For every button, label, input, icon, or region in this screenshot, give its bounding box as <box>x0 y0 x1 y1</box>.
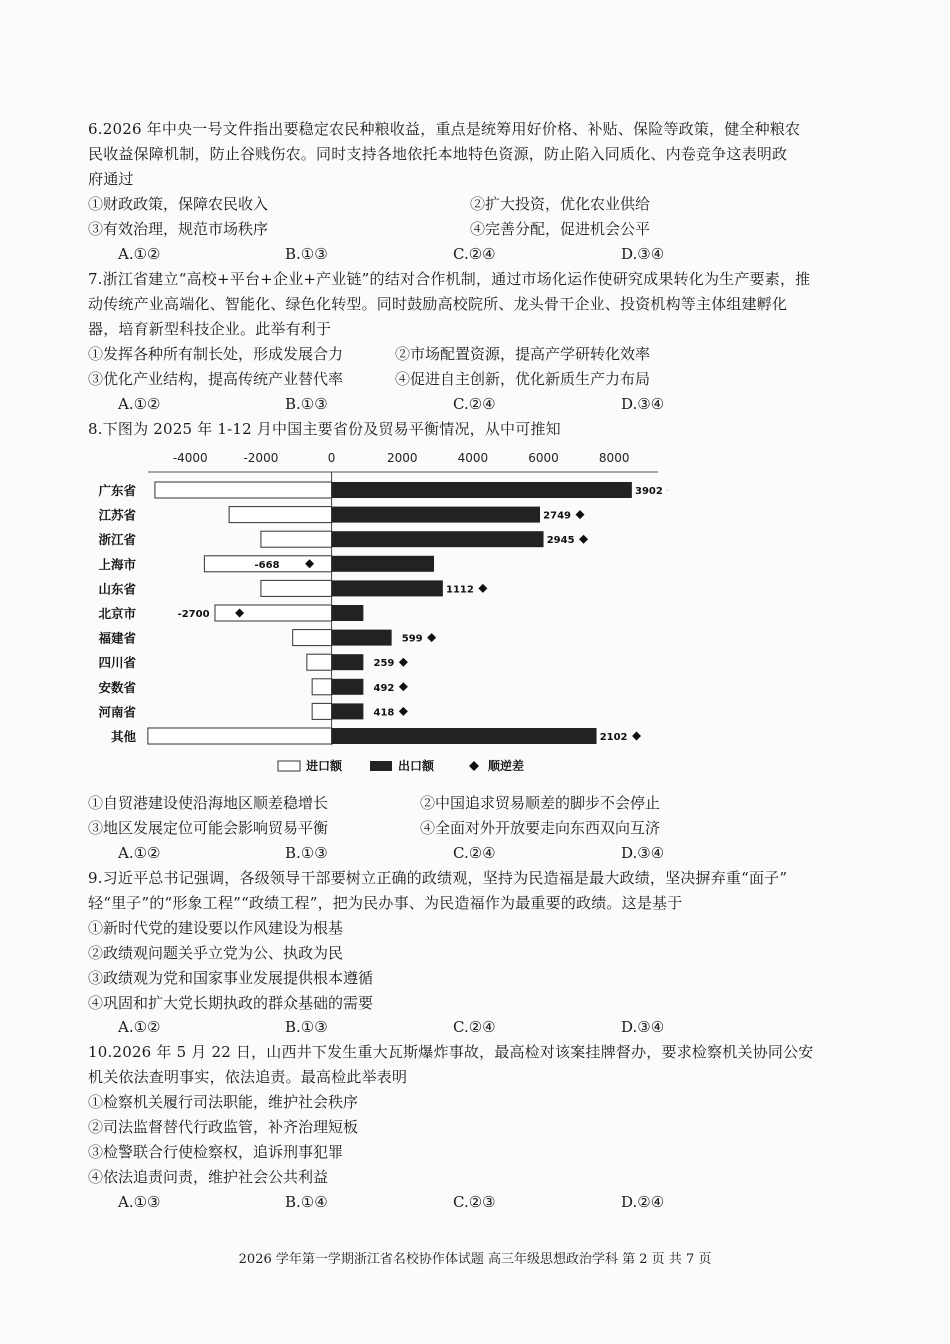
q9-answer-a: A.①② <box>118 1018 161 1036</box>
q7-option-3: ③优化产业结构，提高传统产业替代率 <box>88 370 344 388</box>
q10-stem-line-2: 机关依法查明事实，依法追责。最高检此举表明 <box>88 1068 408 1086</box>
q6-option-3: ③有效治理，规范市场秩序 <box>88 220 269 238</box>
diff-label: 492 <box>373 682 395 694</box>
q10-answer-c: C.②③ <box>453 1193 496 1211</box>
diff-label: -668 <box>254 559 280 571</box>
q8-answer-a: A.①② <box>118 844 161 862</box>
q7-answer-a: A.①② <box>118 395 161 413</box>
category-label: 浙江省 <box>98 532 136 548</box>
q6-answer-b: B.①③ <box>285 245 328 263</box>
x-tick-label: 0 <box>327 451 336 465</box>
category-label: 山东省 <box>98 581 136 597</box>
category-label: 福建省 <box>98 630 136 646</box>
category-label: 上海市 <box>98 556 136 572</box>
q6-answer-d: D.③④ <box>621 245 665 263</box>
diff-marker <box>632 732 641 741</box>
q9-answer-c: C.②④ <box>453 1018 496 1036</box>
import-bar <box>155 482 332 498</box>
q8-option-4: ④全面对外开放要走向东西双向互济 <box>420 819 661 837</box>
export-bar <box>332 703 364 719</box>
import-bar <box>307 654 332 670</box>
x-tick-label: 4000 <box>457 451 489 465</box>
q9-option-4: ④巩固和扩大党长期执政的群众基础的需要 <box>88 994 374 1012</box>
q9-stem-line-1: 9.习近平总书记强调，各级领导干部要树立正确的政绩观，坚持为民造福是最大政绩，坚决摒弃重“面子” <box>88 869 788 887</box>
q10-option-2: ②司法监督替代行政监管，补齐治理短板 <box>88 1118 359 1136</box>
export-bar <box>332 728 597 744</box>
q7-option-4: ④促进自主创新，优化新质生产力布局 <box>395 370 651 388</box>
category-label: 河南省 <box>98 704 136 720</box>
q8-option-1: ①自贸港建设使沿海地区顺差稳增长 <box>88 794 329 812</box>
q10-answer-a: A.①③ <box>118 1193 161 1211</box>
legend-import-label: 进口额 <box>306 759 343 773</box>
diff-marker <box>399 707 408 716</box>
legend-import-swatch <box>278 761 300 771</box>
category-label: 北京市 <box>98 606 136 621</box>
x-tick-label: 2000 <box>386 451 418 465</box>
q9-option-1: ①新时代党的建设要以作风建设为根基 <box>88 919 344 937</box>
diff-marker <box>576 510 585 519</box>
export-bar <box>332 482 632 498</box>
q7-answer-d: D.③④ <box>621 395 665 413</box>
q7-stem-line-3: 器，培育新型科技企业。此举有利于 <box>88 320 332 338</box>
q6-option-1: ①财政政策，保障农民收入 <box>88 195 269 213</box>
q6-stem-line-3: 府通过 <box>88 170 134 188</box>
q10-answer-b: B.①④ <box>285 1193 328 1211</box>
diff-marker <box>667 486 668 495</box>
q7-option-1: ①发挥各种所有制长处，形成发展合力 <box>88 345 344 363</box>
import-bar <box>148 728 332 744</box>
q8-answer-c: C.②④ <box>453 844 496 862</box>
diff-label: 2749 <box>543 510 572 522</box>
import-bar <box>312 703 331 719</box>
diff-marker <box>399 682 408 691</box>
q10-answer-d: D.②④ <box>621 1193 665 1211</box>
import-bar <box>215 605 332 621</box>
diff-label: 1112 <box>446 584 474 596</box>
q6-stem-line-2: 民收益保障机制，防止谷贱伤农。同时支持各地依托本地特色资源，防止陷入同质化、内卷竞争这表明政 <box>88 145 788 163</box>
diff-marker <box>399 658 408 667</box>
x-tick-label: 8000 <box>598 451 630 465</box>
diff-label: 2945 <box>546 535 575 547</box>
legend-export-label: 出口额 <box>398 759 435 773</box>
diff-marker <box>427 633 436 642</box>
export-bar <box>332 507 540 523</box>
trade-balance-chart <box>88 440 668 785</box>
q9-stem-line-2: 轻“里子”的“形象工程”“政绩工程”，把为民办事、为民造福作为最重要的政绩。这是基于 <box>88 894 683 912</box>
q6-answer-c: C.②④ <box>453 245 496 263</box>
x-tick-label: -4000 <box>172 451 208 465</box>
diff-label: 418 <box>373 707 395 719</box>
diff-label: 599 <box>401 633 423 645</box>
export-bar <box>332 556 434 572</box>
import-bar <box>312 679 331 695</box>
q8-option-2: ②中国追求贸易顺差的脚步不会停止 <box>420 794 661 812</box>
q10-option-4: ④依法追责问责，维护社会公共利益 <box>88 1168 329 1186</box>
x-tick-label: 6000 <box>528 451 559 465</box>
diff-label: 2102 <box>599 732 628 743</box>
legend-diff-marker <box>469 761 479 771</box>
q7-stem-line-2: 动传统产业高端化、智能化、绿色化转型。同时鼓励高校院所、龙头骨干企业、投资机构等主体组建孵化 <box>88 295 788 313</box>
x-tick-label: -2000 <box>243 451 279 465</box>
q8-answer-b: B.①③ <box>285 844 328 862</box>
page-footer: 2026 学年第一学期浙江省名校协作体试题 高三年级思想政治学科 第 2 页 共 7 页 <box>238 1252 712 1267</box>
import-bar <box>293 630 332 646</box>
q9-option-2: ②政绩观问题关乎立党为公、执政为民 <box>88 944 344 962</box>
q9-answer-d: D.③④ <box>621 1018 665 1036</box>
diff-marker <box>579 535 588 544</box>
q10-option-1: ①检察机关履行司法职能，维护社会秩序 <box>88 1093 359 1111</box>
q9-answer-b: B.①③ <box>285 1018 328 1036</box>
export-bar <box>332 679 364 695</box>
category-label: 江苏省 <box>98 507 136 523</box>
category-label: 广东省 <box>98 483 136 498</box>
import-bar <box>229 507 331 523</box>
export-bar <box>332 531 544 547</box>
q9-option-3: ③政绩观为党和国家事业发展提供根本遵循 <box>88 969 374 987</box>
diff-label: 3902 <box>635 486 663 497</box>
diff-marker <box>478 584 487 593</box>
q10-stem-line-1: 10.2026 年 5 月 22 日，山西井下发生重大瓦斯爆炸事故，最高检对该案挂牌督办，要求检察机关协同公安 <box>88 1043 814 1061</box>
q7-answer-b: B.①③ <box>285 395 328 413</box>
q8-stem: 8.下图为 2025 年 1-12 月中国主要省份及贸易平衡情况，从中可推知 <box>88 420 561 438</box>
q7-stem-line-1: 7.浙江省建立“高校+平台+企业+产业链”的结对合作机制，通过市场化运作使研究成果转化为生产要素，推 <box>88 270 811 288</box>
legend-diff-label: 顺逆差 <box>488 759 525 773</box>
import-bar <box>261 531 332 547</box>
q6-answer-a: A.①② <box>118 245 161 263</box>
export-bar <box>332 605 364 621</box>
import-bar <box>261 580 332 596</box>
q6-stem-line-1: 6.2026 年中央一号文件指出要稳定农民种粮收益，重点是统筹用好价格、补贴、保险等政策，健全种粮农 <box>88 120 801 138</box>
export-bar <box>332 654 364 670</box>
q10-option-3: ③检警联合行使检察权，追诉刑事犯罪 <box>88 1143 344 1161</box>
q8-option-3: ③地区发展定位可能会影响贸易平衡 <box>88 819 329 837</box>
export-bar <box>332 580 443 596</box>
category-label: 其他 <box>110 729 136 744</box>
q8-answer-d: D.③④ <box>621 844 665 862</box>
category-label: 安数省 <box>98 679 136 695</box>
diff-label: 259 <box>373 658 395 670</box>
legend-export-swatch <box>370 761 392 771</box>
export-bar <box>332 630 392 646</box>
q7-answer-c: C.②④ <box>453 395 496 413</box>
q6-option-2: ②扩大投资，优化农业供给 <box>470 195 651 213</box>
q6-option-4: ④完善分配，促进机会公平 <box>470 220 651 238</box>
diff-label: -2700 <box>177 609 210 620</box>
category-label: 四川省 <box>98 655 136 671</box>
q7-option-2: ②市场配置资源，提高产学研转化效率 <box>395 345 651 363</box>
